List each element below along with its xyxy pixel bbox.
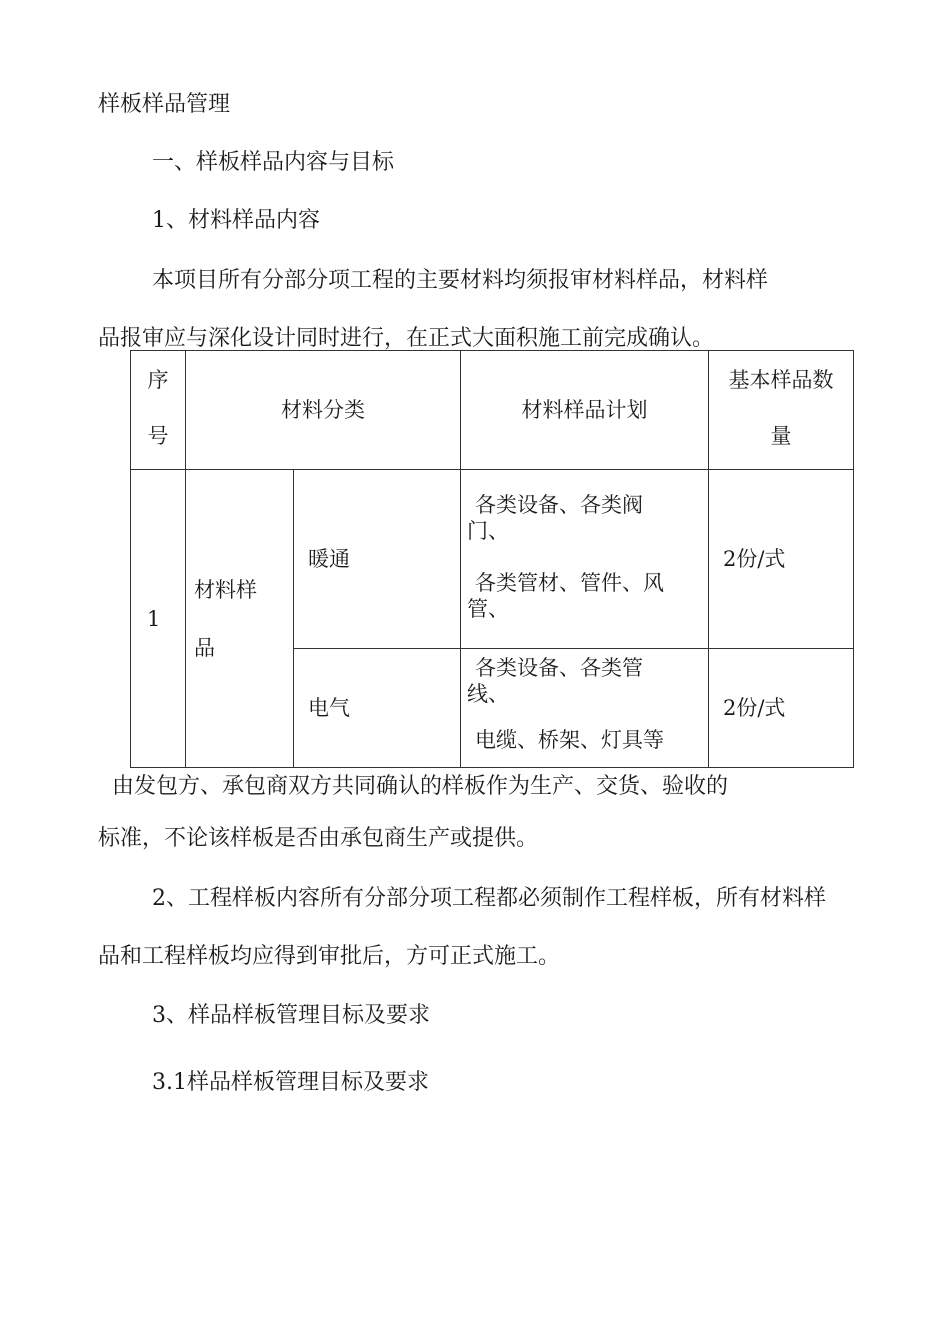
paragraph-3-line-2: 品和工程样板均应得到审批后，方可正式施工。 <box>98 944 561 969</box>
table-row <box>131 470 854 649</box>
subsection-heading-1-1: 1、材料样品内容 <box>152 208 320 233</box>
subcategory-cell: 暖通 <box>294 470 461 649</box>
paragraph-3-line-1: 2、工程样板内容所有分部分项工程都必须制作工程样板，所有材料样 <box>152 886 826 911</box>
header-quantity: 基本样品数 量 <box>709 351 854 470</box>
plan-cell: 各类设备、各类管 线、 电缆、桥架、灯具等 <box>461 649 709 768</box>
document-title: 样板样品管理 <box>98 92 231 117</box>
quantity-cell: 2份/式 <box>709 470 854 649</box>
subcategory-cell: 电气 <box>294 649 461 768</box>
header-category: 材料分类 <box>186 351 461 470</box>
plan-cell: 各类设备、各类阀 门、 各类管材、管件、风 管、 <box>461 470 709 649</box>
row-seq-cell: 1 <box>131 470 186 768</box>
paragraph-1-line-1: 本项目所有分部分项工程的主要材料均须报审材料样品，材料样 <box>152 268 769 293</box>
quantity-cell: 2份/式 <box>709 649 854 768</box>
paragraph-2-line-1: 由发包方、承包商双方共同确认的样板作为生产、交货、验收的 <box>112 774 729 799</box>
paragraph-2-line-2: 标准，不论该样板是否由承包商生产或提供。 <box>98 826 539 851</box>
subsection-heading-3-1: 3.1样品样板管理目标及要求 <box>152 1070 429 1095</box>
section-heading-1: 一、样板样品内容与目标 <box>152 150 395 175</box>
table-header-row <box>131 351 854 470</box>
paragraph-1-line-2: 品报审应与深化设计同时进行，在正式大面积施工前完成确认。 <box>98 326 715 351</box>
section-heading-3: 3、样品样板管理目标及要求 <box>152 1003 430 1028</box>
header-plan: 材料样品计划 <box>461 351 709 470</box>
header-seq: 序 号 <box>131 351 186 470</box>
materials-sample-table <box>130 350 854 768</box>
group-cell: 材料样 品 <box>186 470 294 768</box>
